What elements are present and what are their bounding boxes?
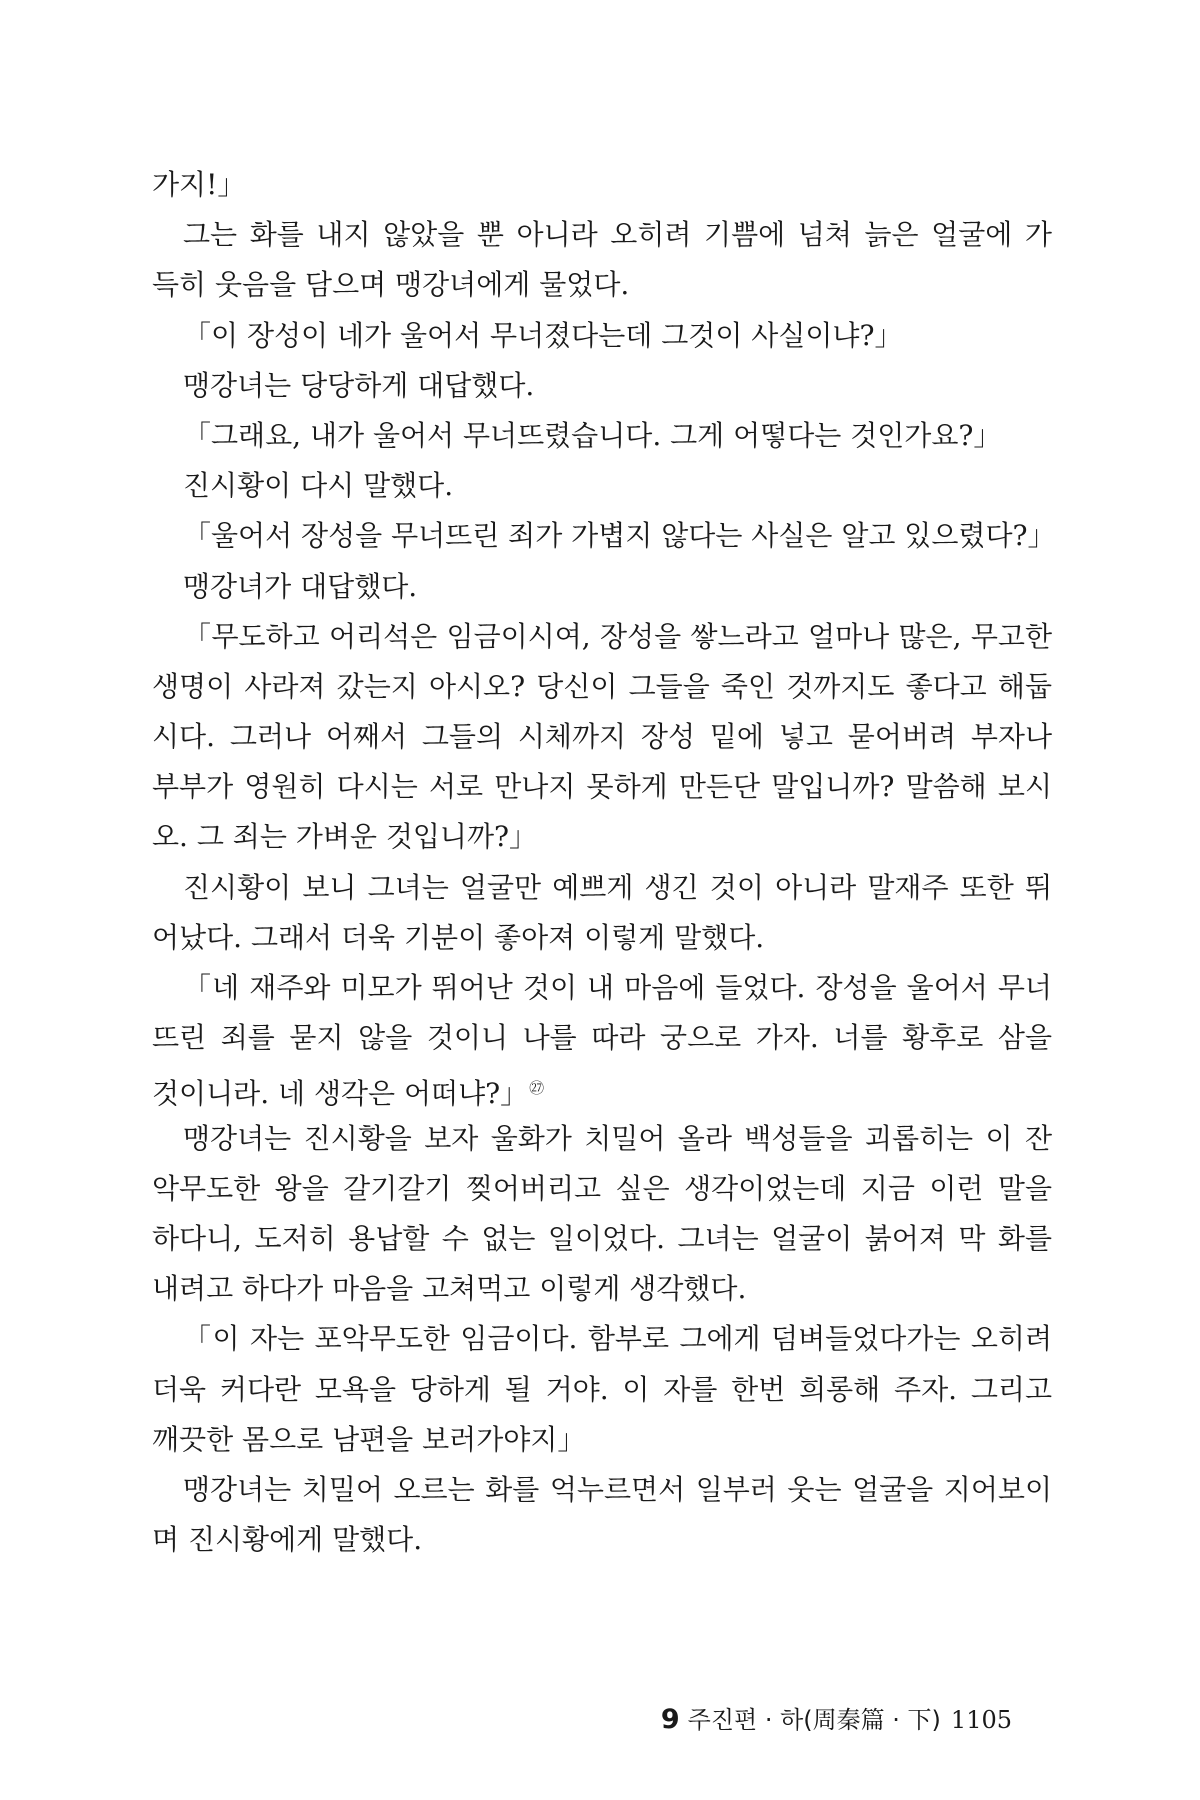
page-number: 1105 [950,1706,1012,1734]
text-line: 내려고 하다가 마음을 고쳐먹고 이렇게 생각했다. [152,1272,747,1306]
text-line: 「이 장성이 네가 울어서 무너졌다는데 그것이 사실이냐?」 [183,318,903,352]
text-line: 악무도한 왕을 갈기갈기 찢어버리고 싶은 생각이었는데 지금 이런 말을 [152,1171,1052,1205]
text-line: 깨끗한 몸으로 남편을 보러가야지」 [152,1422,586,1456]
text-line: 생명이 사라져 갔는지 아시오? 당신이 그들을 죽인 것까지도 좋다고 해둡 [152,669,1052,703]
text-line: 맹강녀가 대답했다. [183,569,418,603]
text-line-with-footnote [152,1063,1052,1113]
text-line: 가지!」 [152,168,246,201]
page-footer [0,1700,1012,1735]
text-line: 맹강녀는 진시황을 보자 울화가 치밀어 올라 백성들을 괴롭히는 이 잔 [183,1121,1052,1155]
text-line-content: 것이니라. 네 생각은 어떠냐?」 [152,1077,529,1111]
text-line: 「무도하고 어리석은 임금이시여, 장성을 쌓느라고 얼마나 많은, 무고한 [183,619,1052,653]
text-line: 진시황이 보니 그녀는 얼굴만 예쁘게 생긴 것이 아니라 말재주 또한 뛰 [183,870,1052,904]
text-line: 득히 웃음을 담으며 맹강녀에게 물었다. [152,268,630,302]
footnote-marker: ㉗ [529,1079,545,1098]
text-line: 부부가 영원히 다시는 서로 만나지 못하게 만든단 말입니까? 말씀해 보시 [152,770,1052,804]
text-line: 뜨린 죄를 묻지 않을 것이니 나를 따라 궁으로 가자. 너를 황후로 삼을 [152,1021,1052,1055]
text-line: 어났다. 그래서 더욱 기분이 좋아져 이렇게 말했다. [152,920,765,954]
text-line: 맹강녀는 치밀어 오르는 화를 억누르면서 일부러 웃는 얼굴을 지어보이 [183,1472,1052,1506]
body-text [152,160,1056,1565]
text-line: 며 진시황에게 말했다. [152,1523,423,1557]
text-line: 「네 재주와 미모가 뛰어난 것이 내 마음에 들었다. 장성을 울어서 무너 [183,971,1052,1004]
text-line: 오. 그 죄는 가벼운 것입니까?」 [152,820,538,854]
text-line: 「그래요, 내가 울어서 무너뜨렸습니다. 그게 어떻다는 것인가요?」 [183,418,1002,452]
text-line: 진시황이 다시 말했다. [183,469,454,503]
text-line: 그는 화를 내지 않았을 뿐 아니라 오히려 기쁨에 넘쳐 늙은 얼굴에 가 [183,218,1052,252]
text-line: 더욱 커다란 모욕을 당하게 될 거야. 이 자를 한번 희롱해 주자. 그리고 [152,1372,1052,1406]
chapter-number: 9 [660,1704,680,1735]
text-line: 맹강녀는 당당하게 대답했다. [183,368,535,402]
text-line: 「울어서 장성을 무너뜨린 죄가 가볍지 않다는 사실은 알고 있으렸다?」 [183,519,1056,553]
text-line: 시다. 그러나 어째서 그들의 시체까지 장성 밑에 넣고 묻어버려 부자나 [152,720,1052,754]
chapter-title: 주진편 · 하(周秦篇 · 下) [687,1706,941,1734]
text-line: 하다니, 도저히 용납할 수 없는 일이었다. 그녀는 얼굴이 붉어져 막 화를 [152,1221,1052,1255]
text-line: 「이 자는 포악무도한 임금이다. 함부로 그에게 덤벼들었다가는 오히려 [183,1322,1052,1356]
